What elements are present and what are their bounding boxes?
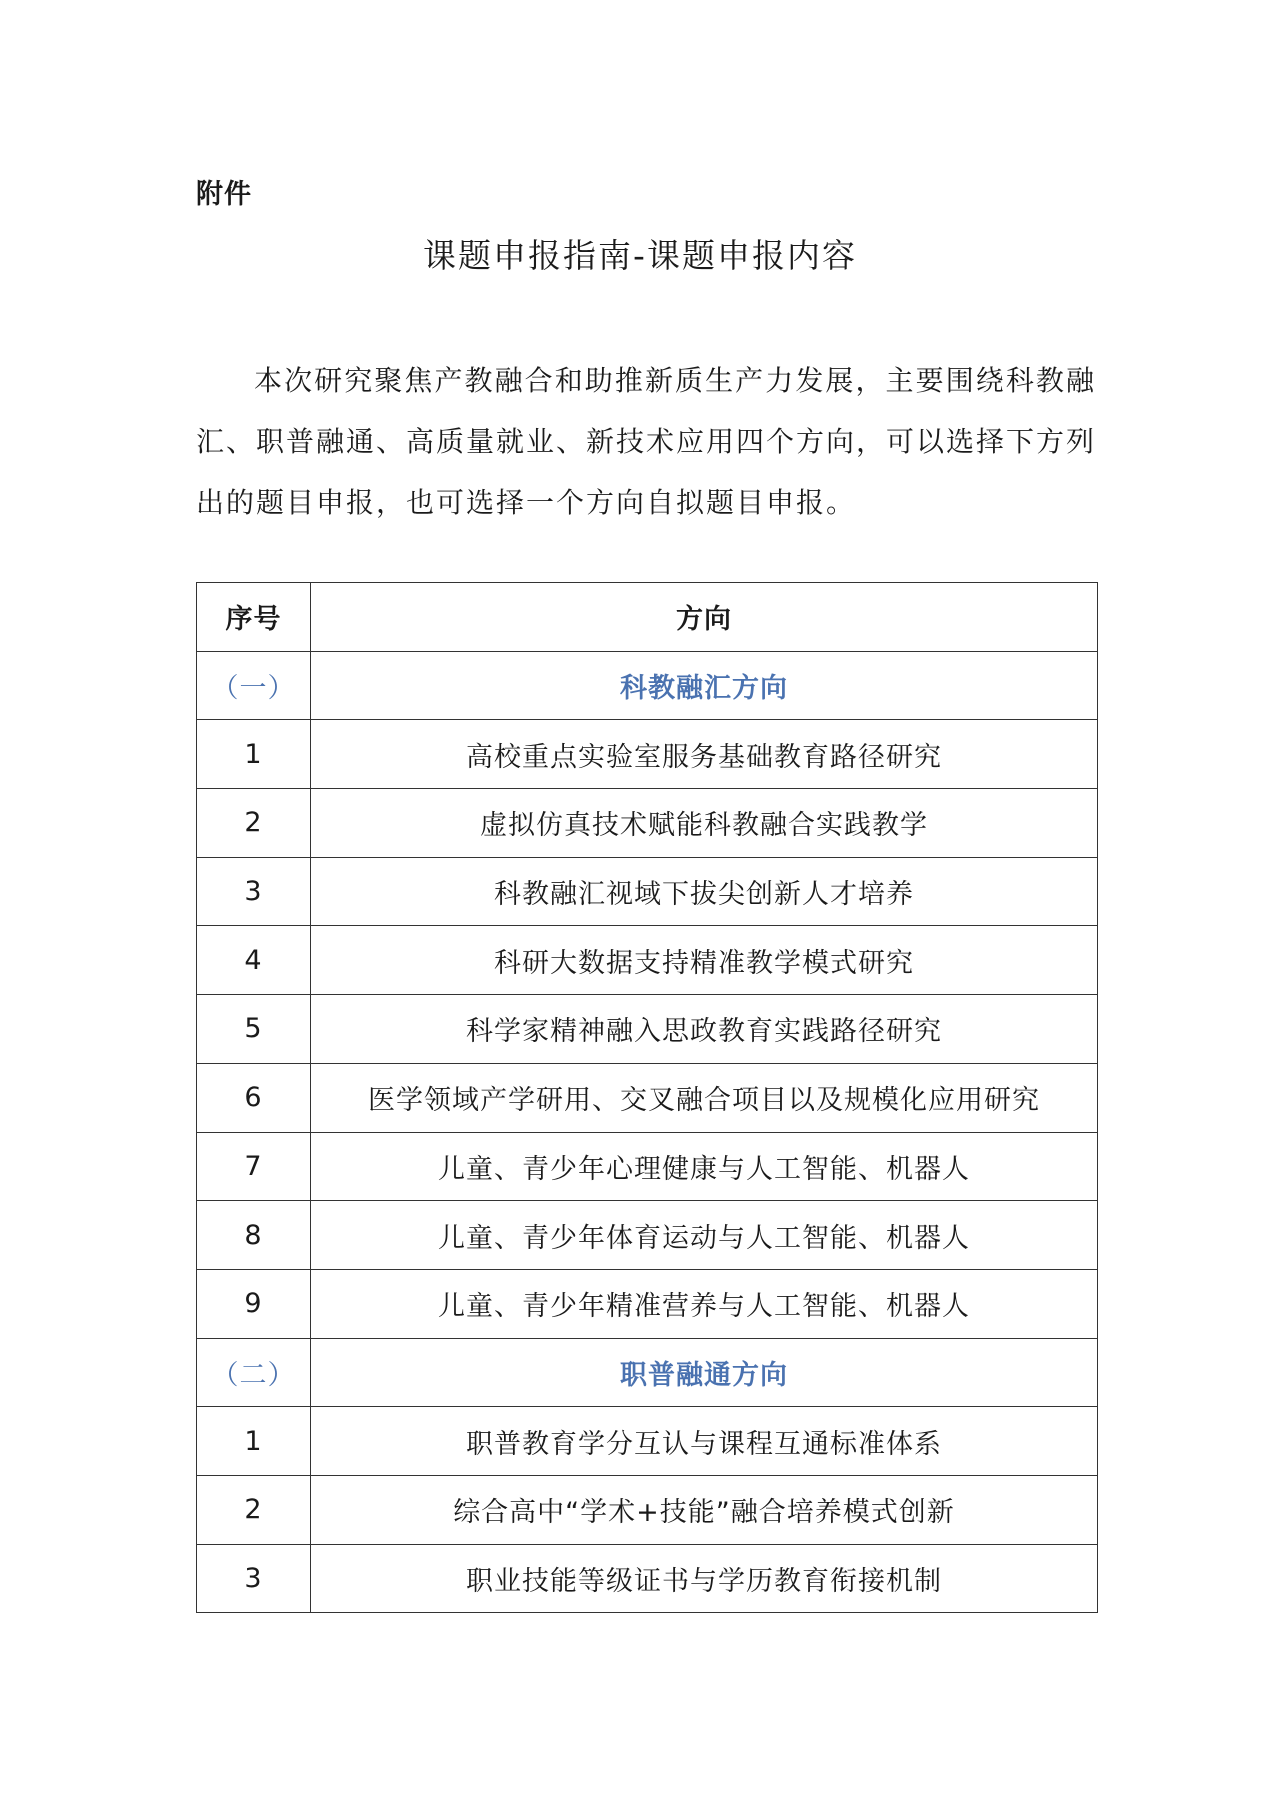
row-number: 6 [197, 1063, 311, 1132]
table-row [197, 1063, 1098, 1132]
topic-direction-table [196, 582, 1098, 1613]
table-row [197, 1475, 1098, 1544]
topic-title: 虚拟仿真技术赋能科教融合实践教学 [311, 789, 1098, 858]
page-title: 课题申报指南-课题申报内容 [423, 236, 857, 275]
row-number: 2 [197, 789, 311, 858]
row-number: 1 [197, 720, 311, 789]
topic-title: 儿童、青少年心理健康与人工智能、机器人 [311, 1132, 1098, 1201]
topic-title: 儿童、青少年精准营养与人工智能、机器人 [311, 1269, 1098, 1338]
row-number: 4 [197, 926, 311, 995]
intro-paragraph: 本次研究聚焦产教融合和助推新质生产力发展，主要围绕科教融汇、职普融通、高质量就业、新技术应用四个方向，可以选择下方列出的题目申报，也可选择一个方向自拟题目申报。 [196, 364, 1097, 519]
topic-title: 高校重点实验室服务基础教育路径研究 [311, 720, 1098, 789]
table-header-row [197, 583, 1098, 652]
table-row [197, 789, 1098, 858]
topic-title: 职普教育学分互认与课程互通标准体系 [311, 1407, 1098, 1476]
row-number: 1 [197, 1407, 311, 1476]
topic-title: 综合高中“学术+技能”融合培养模式创新 [311, 1475, 1098, 1544]
topic-title: 科学家精神融入思政教育实践路径研究 [311, 995, 1098, 1064]
table-row [197, 995, 1098, 1064]
table-body [197, 651, 1098, 1613]
section-number: （一） [197, 651, 311, 720]
header-direction: 方向 [311, 583, 1098, 652]
section-row [197, 651, 1098, 720]
table-row [197, 720, 1098, 789]
table-row [197, 1201, 1098, 1270]
row-number: 2 [197, 1475, 311, 1544]
topic-title: 科研大数据支持精准教学模式研究 [311, 926, 1098, 995]
topic-title: 职业技能等级证书与学历教育衔接机制 [311, 1544, 1098, 1613]
topic-title: 医学领域产学研用、交叉融合项目以及规模化应用研究 [311, 1063, 1098, 1132]
section-title: 职普融通方向 [311, 1338, 1098, 1407]
table-row [197, 1544, 1098, 1613]
section-number: （二） [197, 1338, 311, 1407]
header-serial-number: 序号 [197, 583, 311, 652]
table-row [197, 926, 1098, 995]
table-row [197, 1407, 1098, 1476]
section-row [197, 1338, 1098, 1407]
row-number: 3 [197, 857, 311, 926]
row-number: 8 [197, 1201, 311, 1270]
row-number: 3 [197, 1544, 311, 1613]
table-row [197, 857, 1098, 926]
table-row [197, 1132, 1098, 1201]
topic-title: 科教融汇视域下拔尖创新人才培养 [311, 857, 1098, 926]
row-number: 9 [197, 1269, 311, 1338]
topic-title: 儿童、青少年体育运动与人工智能、机器人 [311, 1201, 1098, 1270]
table-row [197, 1269, 1098, 1338]
row-number: 7 [197, 1132, 311, 1201]
row-number: 5 [197, 995, 311, 1064]
section-title: 科教融汇方向 [311, 651, 1098, 720]
attachment-label: 附件 [196, 179, 252, 210]
